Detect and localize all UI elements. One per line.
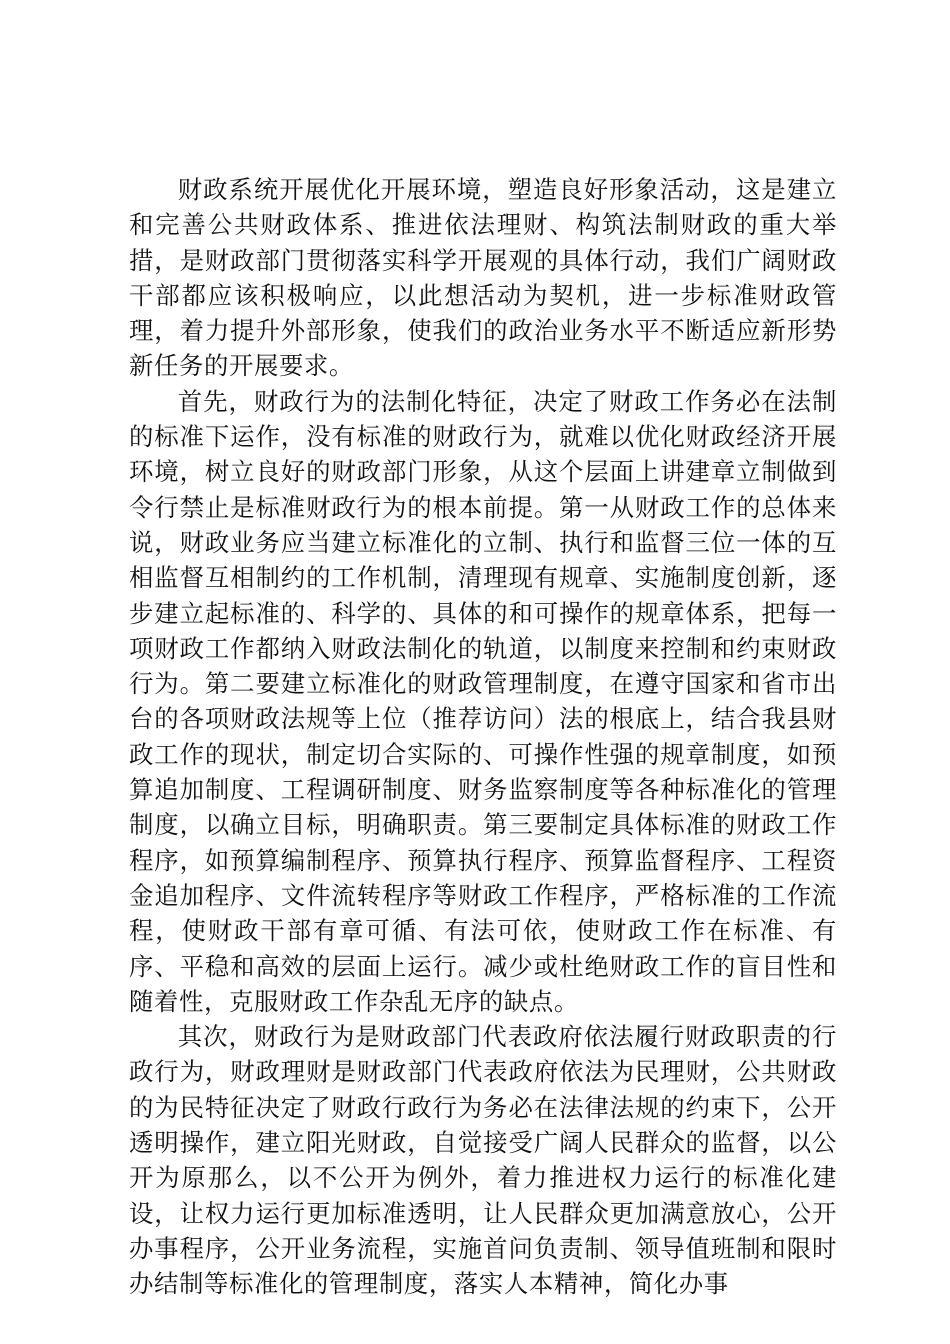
paragraph-1: 财政系统开展优化开展环境，塑造良好形象活动，这是建立和完善公共财政体系、推进依法理财、构筑法制财政的重大举措，是财政部门贯彻落实科学开展观的具体行动，我们广阔财政干部都应该积极响应，以此想活动为契机，进一步标准财政管理，着力提升外部形象，使我们的政治业务水平不断适应新形势新任务的开展要求。 [129, 175, 837, 381]
paragraph-3: 其次，财政行为是财政部门代表政府依法履行财政职责的行政行为，财政理财是财政部门代表政府依法为民理财，公共财政的为民特征决定了财政行政行为务必在法律法规的约束下，公开透明操作，建立阳光财政，自觉接受广阔人民群众的监督，以公开为原那么，以不公开为例外，着力推进权力运行的标准化建设，让权力运行更加标准透明，让人民群众更加满意放心，公开办事程序，公开业务流程，实施首问负责制、领导值班制和限时办结制等标准化的管理制度，落实人本精神，简化办事 [129, 1022, 837, 1299]
paragraph-2: 首先，财政行为的法制化特征，决定了财政工作务必在法制的标准下运作，没有标准的财政行为，就难以优化财政经济开展环境，树立良好的财政部门形象，从这个层面上讲建章立制做到令行禁止是标准财政行为的根本前提。第一从财政工作的总体来说，财政业务应当建立标准化的立制、执行和监督三位一体的互相监督互相制约的工作机制，清理现有规章、实施制度创新，逐步建立起标准的、科学的、具体的和可操作的规章体系，把每一项财政工作都纳入财政法制化的轨道，以制度来控制和约束财政行为。第二要建立标准化的财政管理制度，在遵守国家和省市出台的各项财政法规等上位（推荐访问）法的根底上，结合我县财政工作的现状，制定切合实际的、可操作性强的规章制度，如预算追加制度、工程调研制度、财务监察制度等各种标准化的管理制度，以确立目标，明确职责。第三要制定具体标准的财政工作程序，如预算编制程序、预算执行程序、预算监督程序、工程资金追加程序、文件流转程序等财政工作程序，严格标准的工作流程，使财政干部有章可循、有法可依，使财政工作在标准、有序、平稳和高效的层面上运行。减少或杜绝财政工作的盲目性和随着性，克服财政工作杂乱无序的缺点。 [129, 386, 837, 1016]
document-body [129, 172, 837, 1302]
